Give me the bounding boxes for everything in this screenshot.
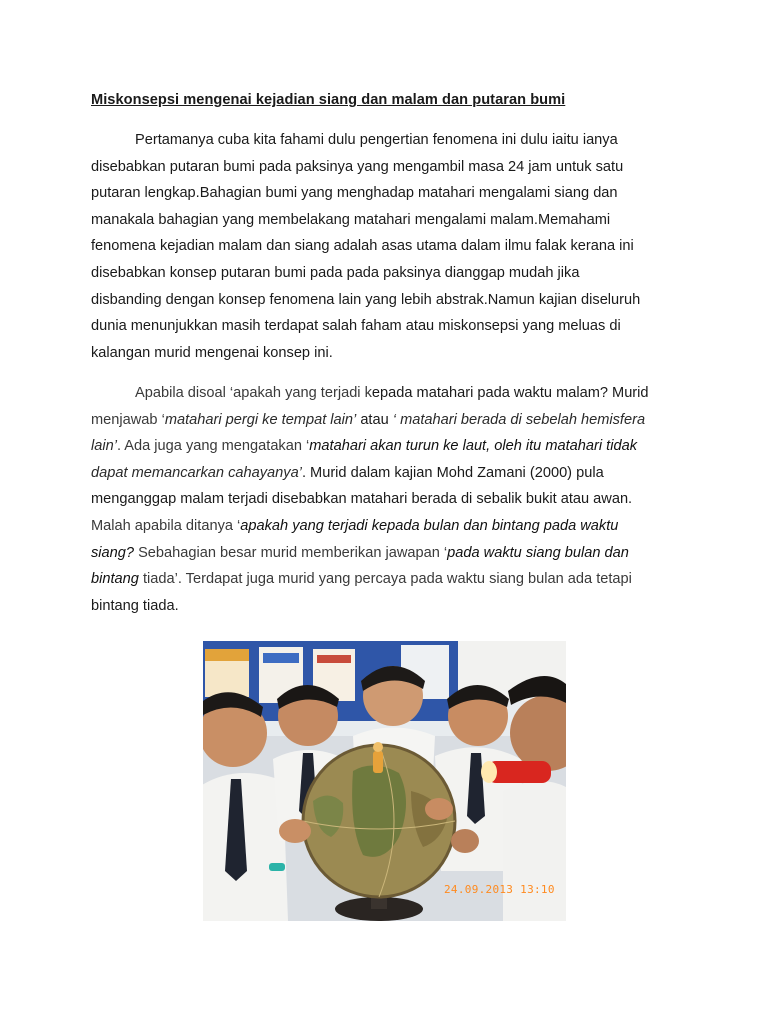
text-run: Malah apabila ditanya ‘ — [91, 517, 241, 534]
classroom-globe-photo — [203, 641, 566, 921]
quote-run: matahari akan turun ke laut, oleh itu matahari tidak — [309, 438, 637, 455]
text-line: menganggap malam terjadi disebabkan matahari berada di sebalik bukit atau awan. — [91, 491, 633, 508]
quote-run: siang? — [91, 544, 135, 561]
paragraph-misconceptions — [91, 380, 681, 619]
quote-run: ‘ matahari berada di sebelah hemisfera — [392, 411, 646, 428]
text-run: atau — [356, 411, 393, 428]
quote-run: apakah yang terjadi kepada bulan dan bintang pada waktu — [240, 517, 619, 534]
text-line: Pertamanya cuba kita fahami dulu pengertian fenomena ini dulu iaitu ianya — [135, 132, 618, 148]
text-line — [91, 460, 681, 487]
text-line — [91, 566, 681, 593]
quote-run: dapat memancarkan cahayanya’ — [91, 464, 302, 481]
text-line: putaran lengkap.Bahagian bumi yang menghadap matahari mengalami siang dan — [91, 185, 618, 202]
text-run: menjawab ‘ — [91, 411, 165, 428]
text-run: . Murid dalam kajian Mohd Zamani (2000) pula — [301, 464, 604, 481]
text-line: disbanding dengan konsep fenomena lain yang lebih abstrak.Namun kajian diseluruh — [91, 291, 641, 308]
text-line — [91, 380, 681, 407]
text-run: tiada’. Terdapat juga murid yang percaya pada waktu siang bulan ada tetapi — [138, 571, 632, 588]
quote-run: matahari pergi ke tempat lain’ — [164, 411, 357, 428]
text-line: dunia menunjukkan masih terdapat salah faham atau miskonsepsi yang meluas di — [91, 318, 621, 335]
text-line — [91, 513, 681, 540]
document-title: Miskonsepsi mengenai kejadian siang dan malam dan putaran bumi — [91, 92, 566, 108]
text-line: manakala bahagian yang membelakang matahari mengalami malam.Memahami — [91, 211, 611, 228]
text-line — [91, 433, 681, 460]
text-run: epada matahari pada waktu malam? Murid — [371, 385, 649, 401]
paragraph-definition — [91, 127, 681, 366]
quote-run: bintang — [91, 571, 139, 588]
text-line: disebabkan putaran bumi pada paksinya yang mengambil masa 24 jam untuk satu — [91, 158, 624, 175]
text-run: . Ada juga yang mengatakan ‘ — [116, 438, 310, 455]
photo-timestamp: 24.09.2013 13:10 — [444, 883, 555, 896]
text-line: bintang tiada. — [91, 597, 179, 614]
text-line: disebabkan konsep putaran bumi pada pada paksinya dianggap mudah jika — [91, 264, 580, 281]
text-line — [91, 407, 681, 434]
photo-illustration — [203, 641, 566, 921]
text-run: Sebahagian besar murid memberikan jawapan ‘ — [134, 544, 448, 561]
quote-run: lain’ — [91, 438, 117, 455]
text-line — [91, 540, 681, 567]
text-line: fenomena kejadian malam dan siang adalah asas utama dalam ilmu falak kerana ini — [91, 238, 634, 255]
text-line: kalangan murid mengenai konsep ini. — [91, 344, 333, 361]
text-run: Apabila disoal ‘apakah yang terjadi k — [135, 385, 372, 401]
quote-run: pada waktu siang bulan dan — [447, 544, 629, 561]
